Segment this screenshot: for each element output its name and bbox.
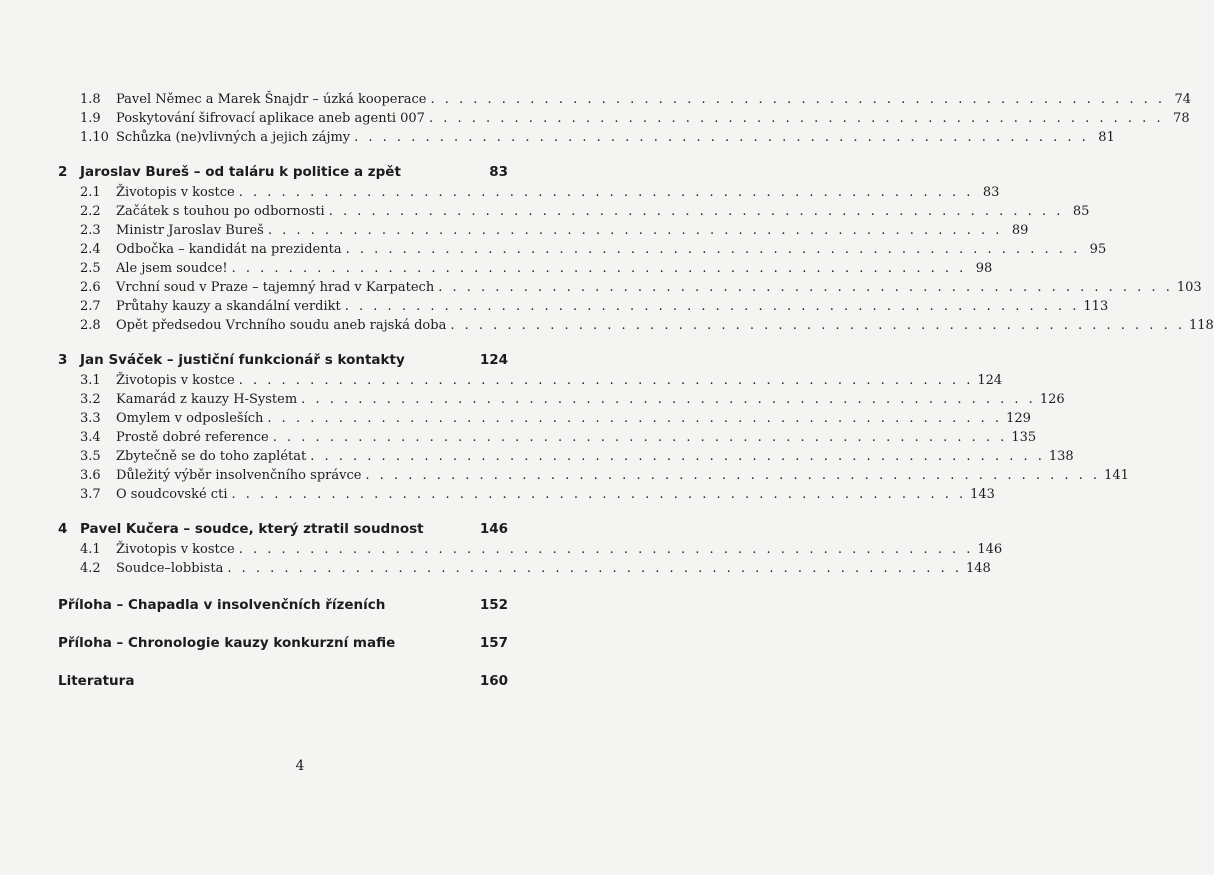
section-page: 83 [982, 185, 1000, 200]
section-page: 138 [1048, 449, 1074, 464]
section-title: Důležitý výběr insolvenčního správce [116, 468, 362, 483]
section-page: 78 [1173, 111, 1190, 126]
section-title: Soudce–lobbista [116, 561, 224, 576]
section-number: 3.7 [80, 487, 101, 502]
dot-leader [365, 466, 1100, 485]
section-title: Zbytečně se do toho zaplétat [116, 449, 307, 464]
toc-section-4-2[interactable] [58, 559, 991, 578]
section-number: 2.6 [80, 280, 101, 295]
toc-section-2-4[interactable] [58, 240, 1107, 259]
toc-section-4-1[interactable] [58, 540, 1003, 559]
section-title: Ale jsem soudce! [116, 261, 228, 276]
section-page: 143 [970, 487, 995, 502]
dot-leader [310, 447, 1045, 466]
toc-section-2-6[interactable] [58, 278, 1202, 297]
toc-section-3-5[interactable] [58, 447, 1074, 466]
section-page: 95 [1089, 242, 1107, 257]
dot-leader [232, 259, 967, 278]
toc-section-3-2[interactable] [58, 390, 1065, 409]
literature-title: Literatura [58, 673, 135, 689]
section-number: 3.4 [80, 430, 101, 445]
chapter-page: 146 [479, 521, 508, 537]
chapter-page: 124 [479, 352, 508, 368]
section-title: Životopis v kostce [116, 542, 235, 557]
toc-section-1-8[interactable] [58, 90, 1192, 109]
section-title: Odbočka – kandidát na prezidenta [116, 242, 342, 257]
chapter-title: Pavel Kučera – soudce, který ztratil soudnost [80, 521, 424, 537]
section-page: 148 [965, 561, 991, 576]
toc-section-3-7[interactable] [58, 485, 995, 504]
section-title: Schůzka (ne)vlivných a jejich zájmy [116, 130, 351, 145]
section-number: 3.3 [80, 411, 101, 426]
section-title: Vrchní soud v Praze – tajemný hrad v Karpatech [116, 280, 435, 295]
section-number: 3.5 [80, 449, 101, 464]
section-title: Prostě dobré reference [116, 430, 269, 445]
chapter-title: Jan Sváček – justiční funkcionář s kontakty [80, 352, 405, 368]
toc-section-1-10[interactable] [58, 128, 1115, 147]
section-number: 3.6 [80, 468, 101, 483]
section-number: 2.7 [80, 299, 101, 314]
toc-section-3-6[interactable] [58, 466, 1129, 485]
chapter-title: Jaroslav Bureš – od taláru k politice a zpět [80, 164, 401, 180]
page-number: 4 [295, 758, 305, 774]
dot-leader [268, 221, 1003, 240]
section-title: Životopis v kostce [116, 373, 235, 388]
section-page: 126 [1039, 392, 1065, 407]
toc-section-2-1[interactable] [58, 183, 1000, 202]
dot-leader [227, 559, 962, 578]
toc-section-3-4[interactable] [58, 428, 1037, 447]
section-page: 89 [1011, 223, 1029, 238]
dot-leader [430, 90, 1165, 109]
appendix-page: 157 [479, 635, 508, 651]
toc-section-2-3[interactable] [58, 221, 1029, 240]
dot-leader [239, 183, 974, 202]
section-number: 2.8 [80, 318, 101, 333]
appendix-title: Příloha – Chapadla v insolvenčních řízeních [58, 597, 386, 613]
section-page: 98 [975, 261, 993, 276]
section-page: 146 [977, 542, 1003, 557]
chapter-page: 83 [489, 164, 508, 180]
section-number: 2.3 [80, 223, 101, 238]
section-page: 124 [977, 373, 1003, 388]
section-title: Omylem v odposleších [116, 411, 264, 426]
dot-leader [438, 278, 1173, 297]
chapter-number: 3 [58, 352, 68, 368]
appendix-title: Příloha – Chronologie kauzy konkurzní mafie [58, 635, 396, 651]
section-title: Ministr Jaroslav Bureš [116, 223, 264, 238]
section-page: 135 [1011, 430, 1037, 445]
section-number: 1.10 [80, 130, 109, 145]
toc-section-3-1[interactable] [58, 371, 1003, 390]
section-number: 2.1 [80, 185, 101, 200]
dot-leader [346, 240, 1081, 259]
toc-section-3-3[interactable] [58, 409, 1031, 428]
dot-leader [429, 109, 1164, 128]
chapter-number: 2 [58, 164, 68, 180]
dot-leader [231, 485, 966, 504]
section-number: 2.2 [80, 204, 101, 219]
toc-section-1-9[interactable] [58, 109, 1190, 128]
literature-page: 160 [479, 673, 508, 689]
section-title: O soudcovské cti [116, 487, 228, 502]
toc-chapter-2[interactable] [58, 161, 508, 183]
section-page: 129 [1006, 411, 1031, 426]
section-title: Kamarád z kauzy H-System [116, 392, 298, 407]
dot-leader [267, 409, 1002, 428]
section-number: 4.1 [80, 542, 101, 557]
section-page: 103 [1176, 280, 1202, 295]
toc-section-2-8[interactable] [58, 316, 1214, 335]
section-title: Životopis v kostce [116, 185, 235, 200]
section-page: 74 [1174, 92, 1192, 107]
dot-leader [329, 202, 1064, 221]
toc-section-2-2[interactable] [58, 202, 1090, 221]
toc-chapter-4[interactable] [58, 518, 508, 540]
section-number: 2.5 [80, 261, 101, 276]
dot-leader [450, 316, 1185, 335]
section-number: 4.2 [80, 561, 101, 576]
section-title: Poskytování šifrovací aplikace aneb agenti 007 [116, 111, 425, 126]
section-page: 141 [1104, 468, 1129, 483]
table-of-contents [58, 90, 1214, 692]
toc-appendix-chronology[interactable] [58, 632, 508, 654]
section-number: 1.8 [80, 92, 101, 107]
toc-chapter-3[interactable] [58, 349, 508, 371]
section-title: Začátek s touhou po odbornosti [116, 204, 325, 219]
section-number: 3.1 [80, 373, 101, 388]
toc-appendix-tentacles[interactable] [58, 594, 508, 616]
section-number: 1.9 [80, 111, 101, 126]
section-page: 85 [1072, 204, 1090, 219]
section-page: 118 [1188, 318, 1214, 333]
dot-leader [239, 540, 974, 559]
section-title: Průtahy kauzy a skandální verdikt [116, 299, 341, 314]
toc-literature[interactable] [58, 670, 508, 692]
section-title: Opět předsedou Vrchního soudu aneb rajská doba [116, 318, 447, 333]
toc-section-2-5[interactable] [58, 259, 993, 278]
dot-leader [345, 297, 1080, 316]
dot-leader [273, 428, 1008, 447]
appendix-page: 152 [479, 597, 508, 613]
chapter-number: 4 [58, 521, 68, 537]
section-page: 113 [1083, 299, 1109, 314]
section-number: 2.4 [80, 242, 101, 257]
toc-section-2-7[interactable] [58, 297, 1109, 316]
dot-leader [239, 371, 974, 390]
dot-leader [301, 390, 1036, 409]
section-number: 3.2 [80, 392, 101, 407]
dot-leader [354, 128, 1089, 147]
section-title: Pavel Němec a Marek Šnajdr – úzká kooperace [116, 92, 427, 107]
section-page: 81 [1098, 130, 1115, 145]
